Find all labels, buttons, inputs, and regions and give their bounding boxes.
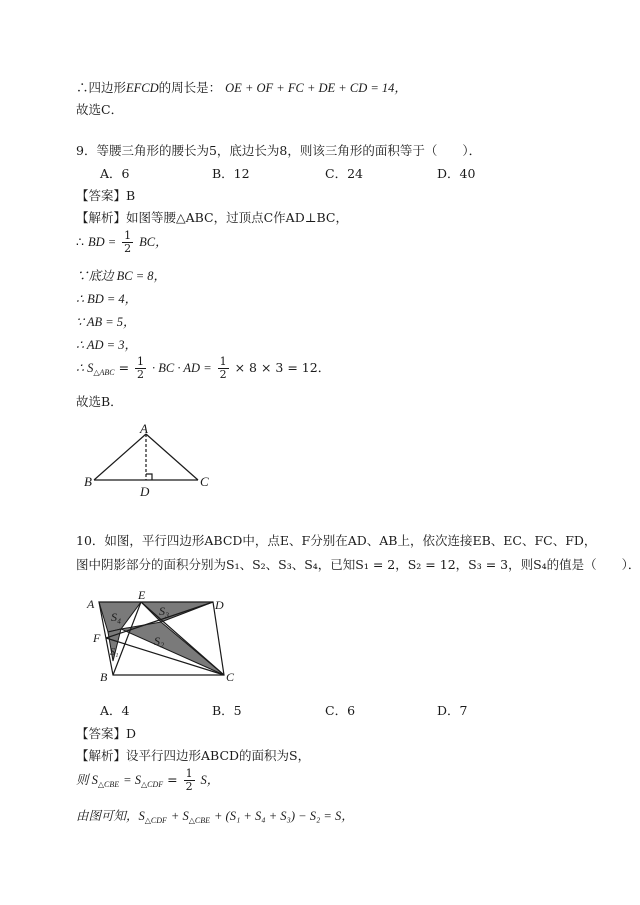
label-d: D (215, 598, 224, 612)
q9-s6-end: × 8 × 3 = 12． (234, 360, 331, 375)
q9-option-b: B．12 (212, 166, 250, 181)
q9-s1-lhs: BD = (87, 235, 117, 249)
q10-s1-eq-1: = S (123, 773, 141, 787)
intro-mid: 的周长是： (158, 80, 222, 95)
q10-s1-end: S， (200, 773, 220, 787)
q9-triangle-figure (80, 418, 220, 498)
label-d: D (140, 484, 150, 498)
q9-analysis: 【解析】如图等腰△ABC，过顶点C作AD⊥BC， (76, 210, 348, 225)
q10-s2-pre: 由图可知，S (76, 809, 145, 823)
frac-num: 1 (137, 355, 145, 368)
q10-s1-pre: 则 S (76, 773, 98, 787)
q10-s2-mid: + S (170, 809, 189, 823)
intro-text: ∴四边形 (76, 80, 127, 95)
q9-option-a: A．6 (100, 166, 130, 181)
side-ab (94, 434, 146, 480)
label-s3: S₃ (159, 604, 170, 618)
q9-s6-fraction-1 (135, 356, 146, 381)
q10-s1-eq-2: = (167, 772, 178, 787)
label-e: E (138, 588, 146, 602)
q9-stem: 9．等腰三角形的腰长为5，底边长为8，则该三角形的面积等于（ ）． (76, 143, 482, 158)
label-b: B (100, 670, 108, 684)
q9-option-d: D．40 (437, 166, 476, 181)
label-c: C (226, 670, 235, 684)
q9-s6-sub: △ABC (93, 368, 115, 377)
frac-den: 2 (124, 242, 132, 255)
q10-s2-end: + (S₁ + S₄ + S₃) − S₂ = S， (213, 809, 354, 823)
q10-answer: 【答案】D (76, 726, 137, 741)
intro-line-2: 故选C． (76, 102, 124, 117)
q9-s1-pre: ∴ (76, 234, 84, 249)
intro-shape: EFCD (126, 81, 159, 95)
frac-num: 1 (185, 767, 193, 780)
q10-analysis: 【解析】设平行四边形ABCD的面积为S， (76, 748, 311, 763)
intro-line-1 (76, 78, 407, 96)
intro-expr: OE + OF + FC + DE + CD = 14， (225, 81, 407, 95)
q9-s6-pre: ∴ S (76, 361, 94, 375)
frac-num: 1 (124, 229, 132, 242)
q10-option-d: D．7 (437, 703, 468, 718)
q10-s1-sub-1: △CBE (97, 780, 120, 789)
right-angle-mark (146, 474, 152, 480)
q10-stem-2: 图中阴影部分的面积分别为S₁、S₂、S₃、S₄，已知S₁ = 2，S₂ = 12，S₃ = 3，则S₄的值是（ ）． (76, 557, 640, 572)
q9-step-3: ∴ BD = 4， (76, 292, 138, 306)
side-ac (146, 434, 198, 480)
frac-num: 1 (219, 355, 227, 368)
label-s1: S₁ (110, 647, 119, 658)
q10-option-b: B．5 (212, 703, 242, 718)
q10-s2-sub-1: △CDF (144, 816, 167, 825)
q10-option-a: A．4 (100, 703, 130, 718)
label-a: A (87, 597, 95, 611)
q9-s6-eq: = (118, 360, 130, 375)
q10-step-2 (76, 806, 354, 825)
q9-s6-mid: · BC · AD = (152, 361, 212, 375)
q10-s2-sub-2: △CBE (188, 816, 210, 825)
q9-s1-fraction (122, 230, 133, 255)
q10-step-1 (76, 768, 219, 793)
q9-s1-rhs: BC， (139, 235, 168, 249)
label-c: C (200, 474, 209, 489)
q9-step-4: ∵ AB = 5， (76, 315, 136, 329)
q9-step-5: ∴ AD = 3， (76, 338, 137, 352)
q9-s6-fraction-2 (218, 356, 229, 381)
label-s2: S₂ (154, 634, 165, 648)
frac-den: 2 (137, 368, 145, 381)
q10-parallelogram-figure (84, 588, 244, 684)
q9-answer: 【答案】B (76, 188, 136, 203)
q10-option-c: C．6 (325, 703, 356, 718)
q9-option-c: C．24 (325, 166, 363, 181)
q9-step-1 (76, 230, 168, 255)
q10-s1-sub-2: △CDF (140, 780, 164, 789)
label-f: F (93, 631, 101, 645)
q10-s1-fraction (184, 768, 195, 793)
label-a: A (140, 421, 148, 436)
q9-step-6 (76, 356, 330, 381)
frac-den: 2 (185, 780, 193, 793)
q9-end: 故选B． (76, 394, 123, 409)
q10-stem-1: 10．如图，平行四边形ABCD中，点E、F分别在AD、AB上，依次连接EB、EC、FC、FD， (76, 533, 597, 548)
label-b: B (84, 474, 92, 489)
frac-den: 2 (219, 368, 227, 381)
q9-step-2: ∵底边 BC = 8， (76, 269, 167, 283)
label-s4: S₄ (111, 610, 122, 624)
